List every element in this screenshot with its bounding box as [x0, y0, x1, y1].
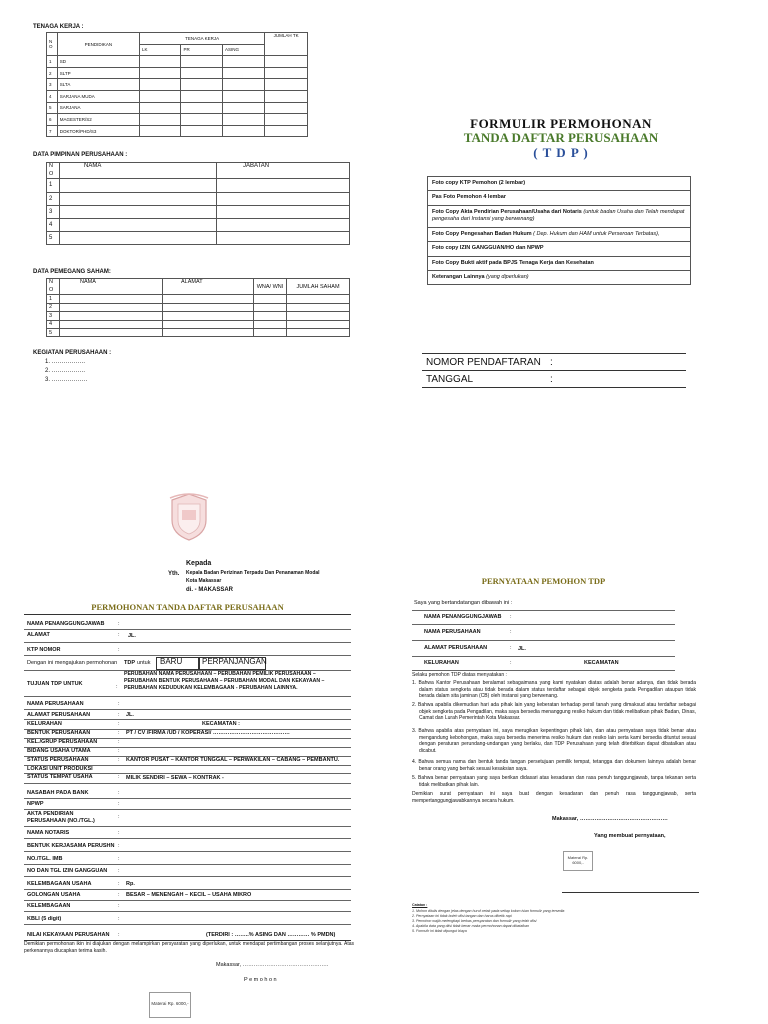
- status-value: KANTOR PUSAT – KANTOR TUNGGAL – PERWAKILAN – CABANG – PEMBANTU.: [126, 757, 340, 763]
- pernyataan-point-2: 2. Bahwa apabila dikemudian hari ada pihak lain yang keberatan terhadap persil tanah yang dimaksud atau terdaftar sebagai objek sengketa pada Pengadilan, maka saya bersedia menanggung resiko hukum dan tidak melibatkan pihak Badan, Dinas, Camat dan Lurah Pemerintah Kota Makassar.: [412, 702, 696, 721]
- kelembagaan-usaha-value: Rp.: [126, 881, 135, 887]
- pernyataan-point-3: 3. Bahwa apabila atas pernyataan ini, saya merugikan kepentingan pihak lain, dan atau pernyataan saya tidak benar atau mengandung kebohongan, maka saya bersedia menerima resiko hukum dan resiko lain serta kami bersedia dituntut sesuai dengan peraturan perundang-undangan yang berlaku, dan TDP Perusahaan yang telah diterbitkan dapat dibatalkan atau dicabut.: [412, 728, 696, 754]
- list-item: Keterangan Lainnya (yang diperlukan): [428, 270, 691, 284]
- alamat-perusahaan-value: JL.: [126, 712, 134, 718]
- pernyataan-point-5: 5. Bahwa benar pernyataan yang saya berikan didasari atas kesadaran dan rasa penuh tanggungjawab, tanpa tekanan serta tidak melibatkan pihak lain.: [412, 775, 696, 788]
- pimpinan-table: [46, 162, 350, 245]
- nilai-label: NILAI KEKAYAAN PERUSAHAN: [27, 932, 110, 938]
- kepada-label: Kepada: [186, 560, 212, 567]
- list-item: Foto Copy Akta Pendirian Perusahaan/Usaha dari Notaris (untuk badan Usaha dan Telah mendapat pengesaha dari Instansi yang berwenang): [428, 205, 691, 227]
- pernyataan-kelurahan-label: KELURAHAN: [424, 660, 459, 666]
- tanggal-colon: :: [550, 374, 553, 385]
- col-lk: LK: [140, 44, 181, 56]
- pernyataan-lead: Selaku pemohon TDP diatas menyatakan :: [412, 672, 507, 678]
- materai-stamp-left: Materai Rp. 6000,-: [149, 992, 191, 1018]
- permohonan-title: PERMOHONAN TANDA DAFTAR PERUSAHAAN: [91, 602, 284, 612]
- nomor-colon: :: [550, 357, 553, 368]
- pemegang-saham-table: [46, 278, 350, 337]
- table-row: 3: [47, 312, 350, 320]
- catatan-item-4: 4. Apabila data yang diisi tidak benar maka permohonan dapat dibatalkan: [412, 924, 529, 928]
- alamat-value: JL.: [128, 633, 136, 639]
- table-row: 4: [47, 320, 350, 328]
- table-row: 7 DOKTOR/PHD/S3: [47, 125, 308, 137]
- nomor-pendaftaran-label: NOMOR PENDAFTARAN: [426, 357, 541, 368]
- pernyataan-intro: Saya yang bertandatangan dibawah ini :: [414, 600, 513, 606]
- tujuan-label: TUJUAN TDP UNTUK: [27, 681, 83, 687]
- golongan-label: GOLONGAN USAHA: [27, 892, 81, 898]
- alamat-perusahaan-label: ALAMAT PERUSAHAAN: [27, 712, 91, 718]
- list-item: Foto copy IZIN GANGGUAN/HO dan NPWP: [428, 242, 691, 256]
- requirements-list: [427, 176, 691, 285]
- col-jumlah-tk: JUMLAH TK: [265, 33, 308, 56]
- list-item: Foto Copy Bukti aktif pada BPJS Tenaga Kerja dan Kesehatan: [428, 256, 691, 270]
- kegiatan-title: KEGIATAN PERUSAHAAN :: [33, 350, 112, 356]
- pernyataan-title: PERNYATAAN PEMOHON TDP: [481, 576, 606, 586]
- nama-pj-label: NAMA PENANGGUNGJAWAB: [27, 621, 105, 627]
- table-row: 4 SARJANA MUDA: [47, 90, 308, 102]
- pemohon-label: P e m o h o n: [244, 977, 277, 983]
- notaris-label: NAMA NOTARIS: [27, 830, 70, 836]
- bentuk-value: PT / CV /FIRMA /UD / KOPERASI/ ……………………………………: [126, 730, 290, 736]
- kecamatan-label: KECAMATAN :: [202, 721, 240, 727]
- col-no: N O: [47, 279, 60, 295]
- col-wna: WNA/ WNI: [254, 279, 287, 295]
- kelurahan-label: KELURAHAN: [27, 721, 62, 727]
- table-row: 3: [47, 205, 350, 218]
- izin-label: NO DAN TGL IZIN GANGGUAN: [27, 868, 108, 874]
- kerjasama-label: BENTUK KERJASAMA PERUSHN: [27, 843, 115, 849]
- untuk-text: untuk: [137, 660, 151, 666]
- col-jumlah-saham: JUMLAH SAHAM: [287, 279, 350, 295]
- dengan-ini-text: Dengan ini mengajukan permohonan: [27, 660, 118, 666]
- col-tenaga-kerja: TENAGA KERJA: [140, 33, 265, 45]
- kbli-label: KBLI (5 digit): [27, 916, 62, 922]
- pernyataan-point-1: 1. Bahwa Kantor Perusahaan beralamat sebagaimana yang kami nyatakan diatas adalah benar adanya, dan tidak berada dalam status sengketa atau tidak berada dalam status terdaftar sebagai objek sengketa pada Pengadilan ataupun tidak berada dalam sita jaminan (CB) oleh instansi yang berwenang.: [412, 680, 696, 699]
- status-tempat-value: MILIK SENDIRI – SEWA – KONTRAK -: [126, 775, 224, 781]
- ktp-label: KTP NOMOR: [27, 647, 61, 653]
- table-row: 4: [47, 218, 350, 231]
- address-line-3: di. - MAKASSAR: [186, 587, 233, 593]
- pernyataan-kecamatan-label: KECAMATAN: [584, 660, 619, 666]
- baru-label: BARU: [160, 657, 183, 666]
- perpanjangan-label: PERPANJANGAN: [202, 657, 267, 666]
- form-acronym: ( T D P ): [533, 145, 589, 160]
- yang-membuat-label: Yang membuat pernyataan,: [594, 833, 666, 839]
- address-line-2: Kota Makassar: [186, 578, 222, 584]
- table-row: 1: [47, 179, 350, 192]
- col-pendidikan: PENDIDIKAN: [57, 33, 139, 56]
- catatan-item-5: 5. Formulir ini tidak dipungut biaya: [412, 929, 467, 933]
- table-row: 5 SARJANA: [47, 102, 308, 114]
- permohonan-closing: Demikian permohonan ikin ini diajukan dengan melampirkan persyaratan yang diperlukan, untuk mendapat pertimbangan proses selanjutnya. Atas perkenannya diucapkan terima kasih.: [24, 941, 354, 954]
- materai-stamp-right: Materai Rp. 6000,-: [563, 851, 593, 871]
- tdp-text: TDP: [124, 660, 135, 666]
- kegiatan-item-1: 1. ……………..: [45, 359, 86, 365]
- nilai-value: (TERDIRI : ……..% ASING DAN ………… % PMDN): [206, 932, 336, 938]
- status-tempat-label: STATUS TEMPAT USAHA: [27, 774, 93, 780]
- kegiatan-item-3: 3. ………………: [45, 377, 88, 383]
- tanggal-label: TANGGAL: [426, 374, 474, 385]
- table-row: 3 SLTA: [47, 79, 308, 91]
- col-pr: PR: [181, 44, 223, 56]
- kelembagaan-usaha-label: KELEMBAGAAN USAHA: [27, 881, 92, 887]
- list-item: Foto Copy Pengesahan Badan Hukum ( Dep. Hukum dan HAM untuk Perseroan Terbatas),: [428, 227, 691, 241]
- status-label: STATUS PERUSAHAAN: [27, 757, 89, 763]
- list-item: Foto copy KTP Pemohon (2 lembar): [428, 177, 691, 191]
- bentuk-label: BENTUK PERUSAHAAN: [27, 730, 91, 736]
- form-title: FORMULIR PERMOHONAN: [470, 116, 652, 131]
- akta-label: AKTA PENDIRIAN PERUSAHAAN (NO./TGL.): [27, 811, 95, 824]
- col-nama: NAMA: [60, 279, 163, 295]
- col-nama: NAMA: [60, 163, 217, 179]
- catatan-item-3: 3. Pemohon wajib melengkapi berkas persyaratan dan formulir yang telah diisi: [412, 919, 537, 923]
- table-row: 6 MAGESTER/S2: [47, 114, 308, 126]
- tenaga-kerja-title: TENAGA KERJA :: [33, 24, 84, 30]
- pimpinan-title: DATA PIMPINAN PERUSAHAAN :: [33, 152, 128, 158]
- bidang-label: BIDANG USAHA UTAMA: [27, 748, 91, 754]
- pernyataan-place-date: Makassar, …………………………………………: [552, 816, 668, 822]
- form-subtitle: TANDA DAFTAR PERUSAHAAN: [463, 130, 659, 145]
- catatan-title: Catatan :: [412, 903, 428, 907]
- lokasi-label: LOKASI UNIT PRODUKSI: [27, 766, 93, 772]
- kel-grup-label: KEL./GRUP PERUSAHAAN: [27, 739, 98, 745]
- catatan-item-2: 2. Pernyataan ini tidak boleh diisi tangan dan harus diketik rapi: [412, 914, 512, 918]
- pernyataan-alamat-value: JL.: [518, 646, 526, 652]
- pernyataan-closing: Demikian surat pernyataan ini saya buat dengan kesadaran dan penuh rasa tanggungjawab, serta mempertanggungjawabkannya secara hukum.: [412, 791, 696, 804]
- nasabah-label: NASABAH PADA BANK: [27, 790, 89, 796]
- pemegang-saham-title: DATA PEMEGANG SAHAM:: [33, 269, 111, 275]
- city-emblem-logo: [166, 490, 212, 542]
- table-row: 1 SD: [47, 56, 308, 68]
- tenaga-kerja-table: [46, 32, 308, 137]
- catatan-item-1: 1. Mohon ditulis dengan jelas dengan huruf cetak pada setiap kolom isian formulir yang tersedia: [412, 909, 565, 913]
- table-row: 1: [47, 295, 350, 303]
- table-row: 5: [47, 328, 350, 336]
- pernyataan-nama-pj-label: NAMA PENANGGUNGJAWAB: [424, 614, 502, 620]
- col-no: N O: [47, 33, 58, 56]
- pernyataan-alamat-label: ALAMAT PERUSAHAAN: [424, 645, 488, 651]
- col-alamat: ALAMAT: [163, 279, 254, 295]
- kelembagaan-label: KELEMBAGAAN: [27, 903, 71, 909]
- permohonan-place-date: Makassar, ………………………………………..: [216, 962, 329, 968]
- col-no: N O: [47, 163, 60, 179]
- npwp-label: NPWP: [27, 801, 44, 807]
- table-row: 2: [47, 192, 350, 205]
- address-line-1: Kepala Badan Perizinan Terpadu Dan Penanaman Modal: [186, 570, 320, 576]
- table-row: 2 SLTP: [47, 67, 308, 79]
- golongan-value: BESAR – MENENGAH – KECIL – USAHA MIKRO: [126, 892, 252, 898]
- col-asing: ASING: [222, 44, 264, 56]
- kegiatan-item-2: 2. ……………..: [45, 368, 86, 374]
- tujuan-value: PERUBAHAN NAMA PERUSAHAAN – PERUBAHAN PEMILIK PERUSAHAAN – PERUBAHAN BENTUK PERUSAHAAN – PERUBAHAN MODAL DAN KEKAYAAN – PERUBAHAN KEDUDUKAN KELEMBAGAAN - PERUBAHAN LAINNYA.: [124, 671, 325, 692]
- col-jabatan: JABATAN: [217, 163, 350, 179]
- nama-perusahaan-label: NAMA PERUSAHAAN: [27, 701, 84, 707]
- imb-label: NO./TGL. IMB: [27, 856, 63, 862]
- alamat-label: ALAMAT: [27, 632, 50, 638]
- yth-label: Yth.: [168, 571, 180, 577]
- table-row: 5: [47, 232, 350, 245]
- table-row: 2: [47, 303, 350, 311]
- pernyataan-nama-perusahaan-label: NAMA PERUSAHAAN: [424, 629, 481, 635]
- list-item: Pas Foto Pemohon 4 lembar: [428, 191, 691, 205]
- pernyataan-point-4: 4. Bahwa semua nama dan bentuk tanda tangan persetujuan pemilik tempat, tetangga dan dokumen lainnya adalah benar benar orang yang berhak sesuai kesaksian saya.: [412, 759, 696, 772]
